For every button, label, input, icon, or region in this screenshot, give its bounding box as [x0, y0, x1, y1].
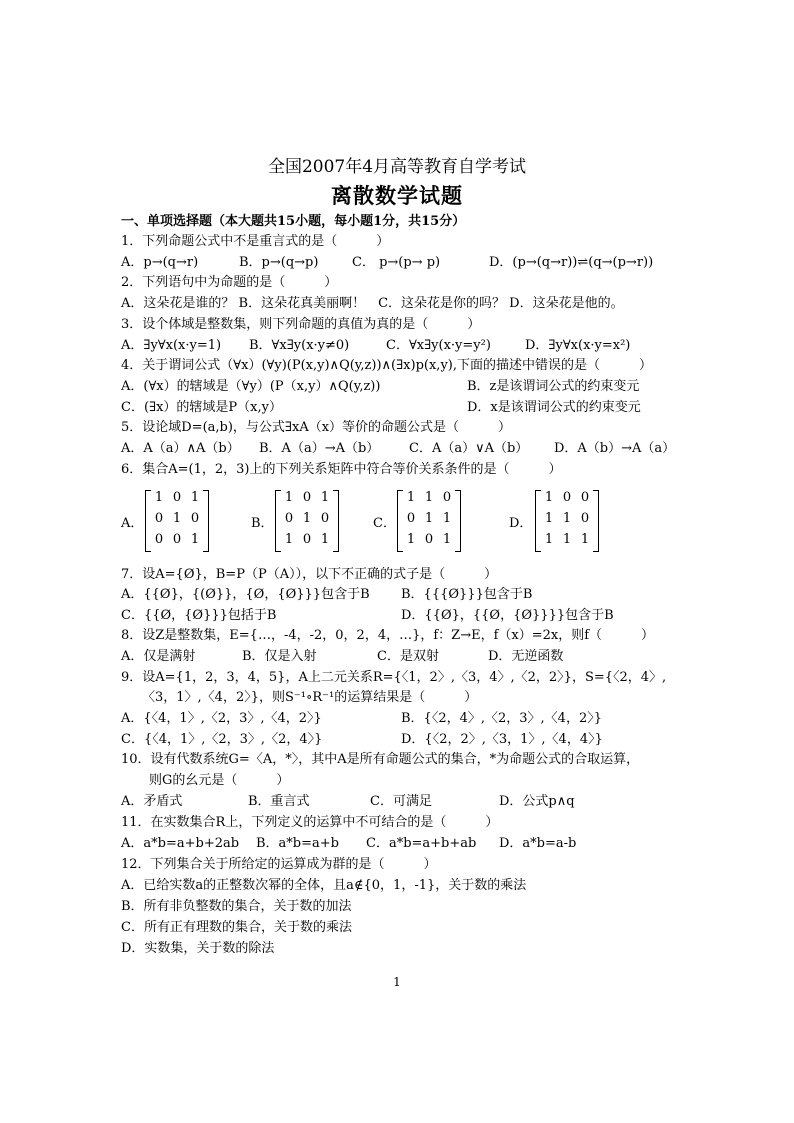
matrix-cell: 0 [580, 511, 590, 526]
q1-option-b: B．p→(q→p) [239, 255, 319, 270]
q7-option-b: B．{{{Ø}}}包含于B [401, 587, 533, 602]
q10-stem: 10．设有代数系统G=〈A，*〉，其中A是所有命题公式的集合，*为命题公式的合取运算， [121, 752, 640, 767]
matrix-cell: 0 [154, 532, 164, 547]
q3-option-c: C．∀x∃y(x·y=y²) [386, 338, 491, 353]
matrix-cell: 1 [154, 490, 164, 505]
q6-matrix-d [535, 488, 599, 552]
q6-label-d: D． [509, 516, 533, 531]
q8-stem: 8．设Z是整数集，E={…，-4，-2，0，2，4，…}，f：Z→E，f（x）=2x，则f（ ） [121, 628, 655, 643]
matrix-cell: 0 [562, 490, 572, 505]
matrix-cell: 0 [190, 511, 200, 526]
q6-stem: 6．集合A=(1，2，3)上的下列关系矩阵中符合等价关系条件的是（ ） [121, 462, 562, 477]
matrix-cell: 1 [190, 532, 200, 547]
q4-stem: 4．关于谓词公式（∀x）(∀y)(P(x,y)∧Q(y,z))∧(∃x)p(x,y),下面的描述中错误的是（ ） [121, 358, 652, 373]
q4-option-b: B．z是该谓词公式的约束变元 [467, 379, 640, 394]
q11-option-b: B．a*b=a+b [256, 836, 339, 851]
q5-option-c: C．A（a）∨A（b） [409, 441, 529, 456]
q10-option-d: D．公式p∧q [499, 794, 575, 809]
q5-option-a: A．A（a）∧A（b） [121, 441, 240, 456]
q6-matrix-c [397, 488, 461, 552]
matrix-cell: 0 [284, 511, 294, 526]
q12-option-b: B．所有非负整数的集合，关于数的加法 [121, 899, 352, 914]
matrix-cell: 0 [154, 511, 164, 526]
q4-option-d: D．x是该谓词公式的约束变元 [467, 400, 641, 415]
matrix-cell: 1 [172, 511, 182, 526]
q8-option-b: B．仅是入射 [242, 649, 317, 664]
q1-option-c: C． p→(p→ p) [352, 255, 441, 270]
matrix-cell: 0 [302, 490, 312, 505]
matrix-cell: 0 [172, 532, 182, 547]
q12-stem: 12．下列集合关于所给定的运算成为群的是（ ） [121, 857, 437, 872]
matrix-cell: 1 [544, 511, 554, 526]
q9-stem: 9．设A={1，2，3，4，5}，A上二元关系R={〈1，2〉,〈3，4〉,〈2，2〉}，S={〈2，4〉, [121, 670, 667, 685]
q6-options [121, 488, 601, 554]
matrix-cell: 0 [406, 511, 416, 526]
q7-option-a: A．{{Ø}，{(Ø}}，{Ø，{Ø}}}包含于B [121, 587, 370, 602]
q10-option-c: C．可满足 [370, 794, 432, 809]
matrix-cell: 1 [284, 490, 294, 505]
q11-stem: 11．在实数集合R上，下列定义的运算中不可结合的是（ ） [121, 815, 499, 830]
bracket-right [593, 490, 599, 552]
matrix-cell: 1 [190, 490, 200, 505]
matrix-cell: 1 [442, 532, 452, 547]
matrix-cell: 0 [172, 490, 182, 505]
matrix-cell: 1 [406, 532, 416, 547]
q5-stem: 5．设论域D=(a,b)，与公式∃xA（x）等价的命题公式是（ ） [121, 420, 512, 435]
q2-options: A．这朵花是谁的？ B．这朵花真美丽啊！ C．这朵花是你的吗？ D．这朵花是他的。 [121, 296, 624, 311]
q3-stem: 3．设个体域是整数集，则下列命题的真值为真的是（ ） [121, 317, 481, 332]
q7-option-d: D．{{Ø}，{{Ø，{Ø}}}}包含于B [401, 608, 614, 623]
bracket-right [203, 490, 209, 552]
q8-option-c: C．是双射 [377, 649, 439, 664]
q12-option-d: D．实数集，关于数的除法 [121, 941, 275, 956]
matrix-cell: 1 [424, 490, 434, 505]
q10-option-b: B．重言式 [248, 794, 310, 809]
bracket-right [455, 490, 461, 552]
matrix-cell: 1 [580, 532, 590, 547]
matrix-cell: 1 [302, 511, 312, 526]
matrix-cell: 1 [320, 532, 330, 547]
q7-option-c: C．{{Ø，{Ø}}}包括于B [121, 608, 277, 623]
q5-option-b: B．A（a）→A（b） [259, 441, 380, 456]
q11-option-a: A．a*b=a+b+2ab [121, 836, 240, 851]
q4-option-a: A．(∀x）的辖域是（∀y）(P（x,y）∧Q(y,z)) [121, 379, 381, 394]
matrix-cell: 1 [320, 490, 330, 505]
q9-option-c: C．{〈4，1〉,〈2，3〉,〈2，4〉} [121, 732, 323, 747]
q3-option-d: D．∃y∀x(x·y=x²) [525, 338, 631, 353]
q10-option-a: A．矛盾式 [121, 794, 183, 809]
matrix-cell: 0 [580, 490, 590, 505]
q9-stem-continued: 〈3，1〉,〈4，2〉}，则S⁻¹∘R⁻¹的运算结果是（ ） [142, 690, 478, 705]
q9-option-d: D．{〈2，2〉,〈3，1〉,〈4，4〉} [401, 732, 603, 747]
matrix-cell: 0 [302, 532, 312, 547]
q8-option-a: A．仅是满射 [121, 649, 196, 664]
page-number: 1 [393, 975, 401, 989]
q6-label-c: C． [373, 516, 396, 531]
q7-stem: 7．设A={Ø}，B=P（P（A）），以下不正确的式子是（ ） [121, 567, 498, 582]
q3-option-a: A．∃y∀x(x·y=1) [121, 338, 222, 353]
matrix-cell: 1 [544, 532, 554, 547]
q6-label-a: A． [121, 516, 144, 531]
q3-option-b: B．∀x∃y(x·y≠0) [249, 338, 350, 353]
q6-label-b: B． [251, 516, 274, 531]
q1-option-d: D．(p→(q→r))⇌(q→(p→r)) [489, 255, 654, 270]
q12-option-a: A．已给实数a的正整数次幂的全体，且a∉{0，1，-1}，关于数的乘法 [121, 878, 527, 893]
q9-option-a: A．{〈4，1〉,〈2，3〉,〈4，2〉} [121, 711, 322, 726]
q6-matrix-a [145, 488, 209, 552]
matrix-cell: 0 [424, 532, 434, 547]
bracket-right [333, 490, 339, 552]
section-heading: 一、单项选择题（本大题共15小题，每小题1分，共15分） [121, 214, 466, 229]
q9-option-b: B．{〈2，4〉,〈2，3〉,〈4，2〉} [401, 711, 602, 726]
q1-stem: 1．下列命题公式中不是重言式的是（ ） [121, 234, 390, 249]
q2-stem: 2．下列语句中为命题的是（ ） [121, 275, 338, 290]
exam-subtitle: 离散数学试题 [331, 183, 463, 208]
matrix-cell: 1 [562, 511, 572, 526]
matrix-cell: 1 [562, 532, 572, 547]
q10-stem-continued: 则G的幺元是（ ） [149, 773, 290, 788]
matrix-cell: 1 [424, 511, 434, 526]
q4-option-c: C．(∃x）的辖域是P（x,y） [121, 400, 282, 415]
q12-option-c: C．所有正有理数的集合，关于数的乘法 [121, 920, 352, 935]
matrix-cell: 0 [442, 490, 452, 505]
q1-option-a: A．p→(q→r) [121, 255, 199, 270]
matrix-cell: 1 [442, 511, 452, 526]
q5-option-d: D．A（b）→A（a） [554, 441, 676, 456]
q11-option-d: D．a*b=a-b [499, 836, 577, 851]
matrix-cell: 1 [406, 490, 416, 505]
matrix-cell: 0 [320, 511, 330, 526]
q11-option-c: C．a*b=a+b+ab [366, 836, 477, 851]
exam-title: 全国2007年4月高等教育自学考试 [267, 157, 527, 177]
matrix-cell: 1 [284, 532, 294, 547]
matrix-cell: 1 [544, 490, 554, 505]
q8-option-d: D．无逆函数 [488, 649, 564, 664]
q6-matrix-b [275, 488, 339, 552]
